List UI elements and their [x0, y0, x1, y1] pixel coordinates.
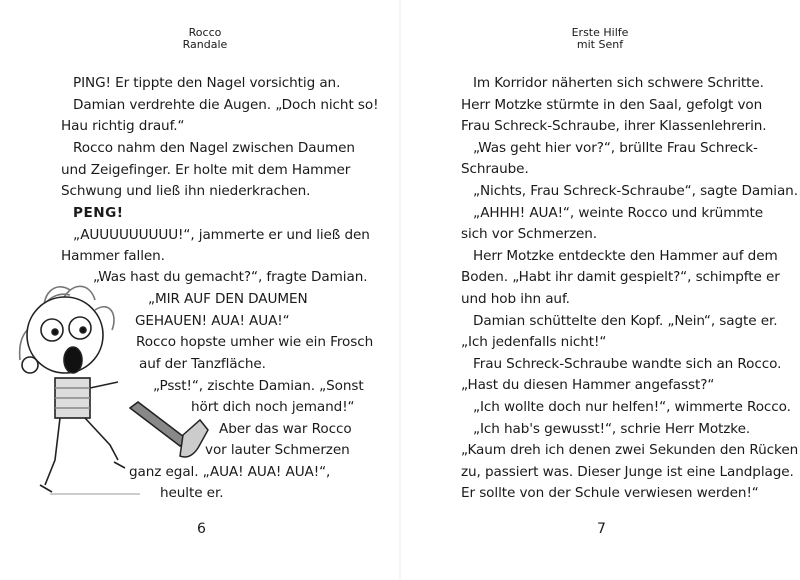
right-head-line: Erste Hilfe	[571, 26, 629, 39]
page-number-left: 6	[197, 521, 206, 537]
text-line: Aber das war Rocco	[219, 421, 352, 437]
mouth	[64, 347, 82, 373]
left-head-line: Rocco	[188, 26, 222, 39]
left-head-line: Randale	[182, 38, 228, 51]
text-line: Er sollte von der Schule verwiesen werden!“	[461, 485, 759, 502]
text-line: Rocco hopste umher wie ein Frosch	[136, 334, 374, 350]
page-number-right: 7	[597, 521, 606, 537]
text-line: „AUUUUUUUUU!“, jammerte er und ließ den	[73, 227, 370, 243]
text-line: Schraube.	[461, 161, 529, 178]
text-line: vor lauter Schmerzen	[205, 442, 350, 458]
arm	[90, 382, 118, 388]
text-line: „Kaum dreh ich denen zwei Sekunden den Rücken	[461, 442, 799, 459]
gutter	[399, 0, 401, 580]
right-head-line: mit Senf	[576, 38, 624, 51]
text-line: GEHAUEN! AUA! AUA!“	[135, 313, 290, 329]
text-line: PENG!	[73, 205, 124, 221]
text-line: „Psst!“, zischte Damian. „Sonst	[153, 378, 364, 394]
text-line: Frau Schreck-Schraube wandte sich an Rocco.	[473, 355, 782, 372]
text-line: „Ich wollte doch nur helfen!“, wimmerte Rocco.	[473, 399, 791, 415]
text-line: Damian verdrehte die Augen. „Doch nicht so!	[73, 97, 379, 113]
text-line: auf der Tanzfläche.	[139, 356, 266, 372]
text-line: Im Korridor näherten sich schwere Schritte.	[473, 75, 764, 91]
text-line: und Zeigefinger. Er holte mit dem Hammer	[61, 162, 351, 178]
hammer-illustration	[128, 400, 218, 470]
left-running-head	[135, 27, 275, 51]
text-line: Schwung und ließ ihn niederkrachen.	[61, 183, 311, 199]
text-line: „Nichts, Frau Schreck-Schraube“, sagte Damian.	[473, 183, 798, 199]
text-line: „Was geht hier vor?“, brüllte Frau Schreck-	[473, 139, 758, 156]
text-line: Herr Motzke entdeckte den Hammer auf dem	[473, 247, 778, 264]
text-line: heulte er.	[160, 485, 224, 501]
text-line: Hammer fallen.	[61, 248, 165, 264]
text-line: sich vor Schmerzen.	[461, 226, 597, 243]
text-line: PING! Er tippte den Nagel vorsichtig an.	[73, 75, 341, 91]
legs	[45, 418, 118, 485]
text-line: Herr Motzke stürmte in den Saal, gefolgt von	[461, 96, 763, 113]
text-line: ganz egal. „AUA! AUA! AUA!“,	[129, 464, 331, 480]
text-line: „Was hast du gemacht?“, fragte Damian.	[93, 269, 368, 285]
text-line: zu, passiert was. Dieser Junge ist eine Landplage.	[461, 463, 794, 480]
text-line: Frau Schreck-Schraube, ihrer Klassenlehrerin.	[461, 118, 767, 135]
text-line: Boden. „Habt ihr damit gespielt?“, schimpfte er	[461, 269, 780, 286]
text-line: Rocco nahm den Nagel zwischen Daumen	[73, 140, 355, 156]
text-line: „Ich jedenfalls nicht!“	[461, 334, 607, 351]
text-line: „Ich hab's gewusst!“, schrie Herr Motzke.	[473, 420, 751, 437]
text-line: Hau richtig drauf.“	[61, 118, 185, 134]
text-line: hört dich noch jemand!“	[191, 399, 355, 415]
text-line: Damian schüttelte den Kopf. „Nein“, sagte er.	[473, 312, 778, 329]
text-line: „MIR AUF DEN DAUMEN	[148, 291, 308, 307]
text-line: „AHHH! AUA!“, weinte Rocco und krümmte	[473, 204, 763, 221]
text-line: „Hast du diesen Hammer angefasst?“	[461, 377, 715, 394]
right-running-head	[530, 27, 670, 51]
text-line: und hob ihn auf.	[461, 291, 570, 307]
